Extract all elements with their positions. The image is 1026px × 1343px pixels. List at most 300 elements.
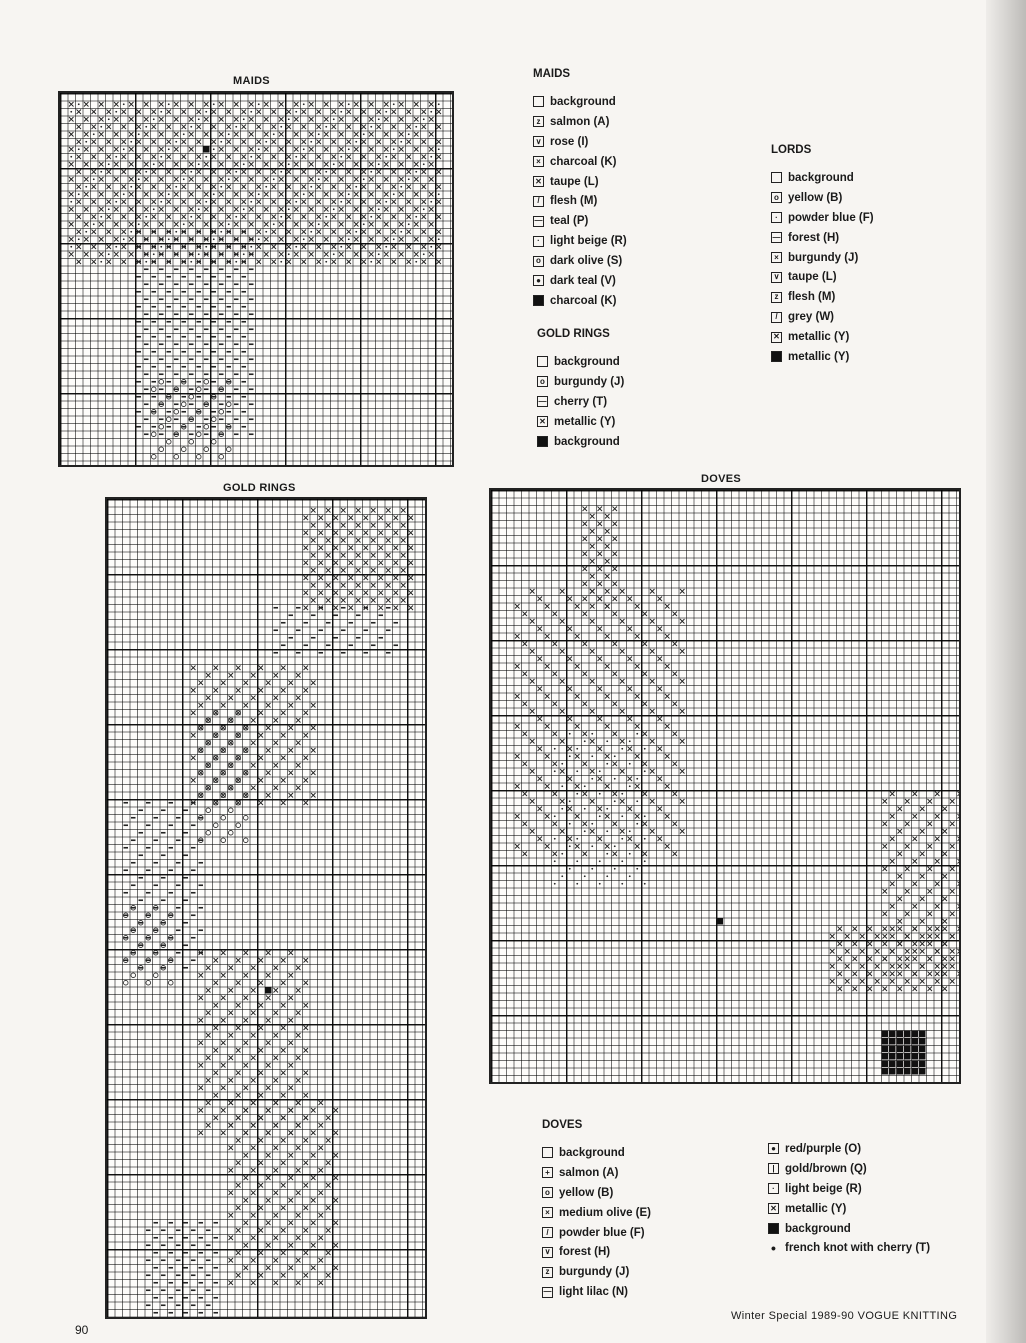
stitch-mark (199, 1222, 204, 1224)
stitch-mark (249, 268, 254, 270)
stitch-mark (394, 644, 399, 646)
stitch-mark (274, 1146, 279, 1151)
stitch-mark (100, 148, 102, 150)
stitch-mark (355, 163, 357, 165)
stitch-mark (153, 118, 155, 120)
stitch-mark (85, 208, 87, 210)
stitch-mark (437, 110, 442, 115)
stitch-mark (146, 1304, 151, 1306)
stitch-mark (898, 852, 903, 857)
stitch-mark (553, 762, 558, 767)
stitch-mark (227, 261, 232, 263)
stitch-mark (159, 192, 164, 197)
stitch-mark (304, 733, 309, 738)
stitch-mark (319, 546, 324, 551)
stitch-mark (658, 627, 663, 632)
stitch-mark (636, 733, 638, 735)
stitch-mark (568, 597, 573, 602)
stitch-mark (244, 996, 249, 1001)
stitch-mark (898, 972, 903, 977)
stitch-mark (204, 207, 209, 212)
stitch-mark (159, 162, 164, 167)
stitch-mark (311, 1108, 316, 1113)
stitch-mark (311, 748, 316, 753)
stitch-mark (289, 703, 294, 708)
stitch-mark (214, 1003, 219, 1008)
stitch-mark (227, 125, 232, 130)
stitch-mark (890, 859, 895, 864)
stitch-mark (137, 246, 142, 248)
solid-square-symbol (537, 436, 548, 447)
stitch-mark (266, 1086, 271, 1091)
stitch-mark (614, 845, 616, 847)
stitch-mark (310, 141, 312, 143)
stitch-mark (234, 313, 239, 315)
stitch-mark (144, 268, 149, 270)
stitch-mark (159, 418, 164, 420)
stitch-mark (409, 546, 414, 551)
stitch-mark (131, 907, 136, 909)
stitch-mark (266, 1221, 271, 1226)
stitch-mark (161, 832, 166, 834)
stitch-mark (168, 238, 170, 240)
stitch-mark (620, 739, 625, 744)
stitch-mark (191, 1304, 196, 1306)
stitch-mark (912, 1068, 919, 1075)
stitch-mark (212, 276, 217, 278)
stitch-mark (288, 186, 290, 188)
stitch-mark (243, 815, 248, 820)
stitch-mark (576, 748, 578, 750)
stitch-mark (189, 298, 194, 300)
stitch-mark (341, 607, 346, 609)
stitch-mark (130, 253, 132, 255)
stitch-mark (650, 799, 655, 804)
stitch-mark (530, 649, 535, 654)
stitch-mark (400, 253, 402, 255)
stitch-mark (605, 844, 610, 849)
stitch-mark (124, 802, 129, 804)
stitch-mark (650, 829, 655, 834)
legend-symbol: / (771, 312, 782, 323)
stitch-mark (680, 619, 685, 624)
stitch-mark (311, 771, 316, 776)
stitch-mark (264, 102, 269, 107)
stitch-mark (289, 771, 294, 776)
stitch-mark (219, 298, 224, 300)
stitch-mark (830, 964, 835, 969)
stitch-mark (430, 223, 432, 225)
stitch-mark (244, 703, 249, 708)
stitch-mark (928, 889, 933, 894)
doves-chart-symbols (491, 490, 959, 1082)
stitch-mark (919, 1053, 926, 1060)
stitch-mark (161, 1289, 166, 1291)
stitch-mark (197, 411, 202, 413)
stitch-mark (227, 411, 232, 413)
stitch-mark (279, 207, 284, 212)
stitch-mark (137, 140, 142, 145)
stitch-mark (167, 411, 172, 413)
stitch-mark (545, 664, 550, 669)
stitch-mark (958, 859, 960, 864)
stitch-mark (583, 672, 588, 677)
legend-label: dark olive (S) (550, 255, 623, 268)
stitch-mark (114, 192, 119, 197)
stitch-mark (430, 133, 432, 135)
stitch-mark (905, 912, 910, 917)
stitch-mark (204, 403, 209, 405)
stitch-mark (169, 892, 174, 894)
stitch-mark (131, 884, 136, 886)
stitch-mark (673, 612, 678, 617)
stitch-mark (152, 336, 157, 338)
stitch-mark (386, 553, 391, 558)
stitch-mark (386, 568, 391, 573)
stitch-mark (137, 185, 142, 190)
stitch-mark (273, 133, 275, 135)
stitch-mark (370, 171, 372, 173)
stitch-mark (190, 261, 192, 263)
stitch-mark (326, 1228, 331, 1233)
stitch-mark (139, 854, 144, 856)
stitch-mark (198, 186, 200, 188)
stitch-mark (266, 703, 271, 708)
stitch-mark (124, 824, 129, 826)
stitch-mark (317, 230, 322, 235)
stitch-mark (123, 238, 125, 240)
stitch-mark (356, 553, 361, 558)
stitch-mark (274, 1033, 279, 1038)
stitch-mark (296, 763, 301, 768)
stitch-mark (437, 185, 442, 190)
stitch-mark (204, 343, 209, 345)
stitch-mark (628, 627, 633, 632)
stitch-mark (199, 862, 204, 864)
stitch-mark (377, 125, 382, 130)
stitch-mark (620, 709, 625, 714)
stitch-mark (613, 672, 618, 677)
stitch-mark (650, 589, 655, 594)
stitch-mark (279, 252, 284, 257)
stitch-mark (234, 418, 239, 420)
stitch-mark (438, 193, 440, 195)
stitch-mark (152, 291, 157, 293)
stitch-mark (100, 216, 102, 218)
stitch-mark (220, 186, 222, 188)
stitch-mark (272, 215, 277, 220)
stitch-mark (144, 117, 149, 122)
stitch-mark (680, 649, 685, 654)
stitch-mark (304, 688, 309, 693)
stitch-mark (137, 215, 142, 220)
legend-label: background (785, 1222, 851, 1235)
stitch-mark (206, 1011, 211, 1016)
stitch-mark (295, 156, 297, 158)
legend-label: cherry (T) (554, 395, 608, 408)
stitch-mark (920, 964, 925, 969)
legend-symbol: / (542, 1227, 553, 1238)
stitch-mark (189, 433, 194, 435)
stitch-mark (408, 201, 410, 203)
stitch-mark (935, 972, 940, 977)
stitch-mark (355, 231, 357, 233)
stitch-mark (334, 1131, 339, 1136)
stitch-mark (189, 177, 194, 182)
stitch-mark (219, 102, 224, 107)
stitch-mark (159, 268, 164, 270)
stitch-mark (107, 170, 112, 175)
stitch-mark (159, 117, 164, 122)
legend-label: background (554, 435, 620, 448)
stitch-mark (296, 652, 301, 654)
stitch-mark (131, 929, 136, 931)
stitch-mark (264, 237, 269, 242)
stitch-mark (214, 1297, 219, 1299)
stitch-mark (340, 133, 342, 135)
stitch-mark (159, 238, 164, 240)
doves-legend-list (542, 1143, 651, 1302)
stitch-mark (613, 507, 618, 512)
stitch-mark (219, 253, 224, 255)
stitch-mark (242, 231, 247, 233)
stitch-mark (515, 784, 520, 789)
stitch-mark (635, 694, 640, 699)
stitch-mark (265, 987, 272, 994)
stitch-mark (377, 155, 382, 160)
stitch-mark (658, 597, 663, 602)
stitch-mark (251, 1056, 256, 1061)
stitch-mark (212, 155, 217, 160)
stitch-mark (100, 171, 102, 173)
stitch-mark (334, 1108, 339, 1113)
stitch-mark (429, 147, 434, 152)
stitch-mark (348, 171, 350, 173)
stitch-mark (152, 155, 157, 160)
legend-label: light beige (R) (550, 235, 627, 248)
stitch-mark (234, 117, 239, 122)
stitch-mark (250, 246, 252, 248)
stitch-mark (334, 546, 339, 551)
stitch-mark (259, 1228, 264, 1233)
stitch-mark (341, 523, 346, 528)
stitch-mark (898, 964, 903, 969)
stitch-mark (629, 853, 631, 855)
stitch-mark (160, 178, 162, 180)
stitch-mark (219, 192, 224, 197)
stitch-mark (129, 192, 134, 197)
stitch-mark (370, 216, 372, 218)
stitch-mark (289, 614, 294, 616)
stitch-mark (935, 882, 940, 887)
stitch-mark (897, 1046, 904, 1053)
stitch-mark (281, 1161, 286, 1166)
stitch-mark (332, 200, 337, 205)
legend-symbol (771, 172, 782, 183)
stitch-mark (84, 177, 89, 182)
stitch-mark (384, 237, 389, 242)
stitch-mark (304, 1116, 309, 1121)
stitch-mark (151, 432, 156, 437)
stitch-mark (191, 1229, 196, 1231)
stitch-mark (124, 959, 129, 961)
stitch-mark (289, 951, 294, 956)
stitch-mark (302, 245, 307, 250)
stitch-mark (159, 102, 164, 107)
stitch-mark (394, 606, 399, 611)
stitch-mark (919, 1068, 926, 1075)
stitch-mark (159, 358, 164, 360)
stitch-mark (99, 252, 104, 257)
legend-symbol: — (534, 216, 543, 226)
stitch-mark (400, 231, 402, 233)
stitch-mark (198, 118, 200, 120)
stitch-mark (274, 1056, 279, 1061)
stitch-mark (935, 979, 940, 984)
stitch-mark (920, 852, 925, 857)
stitch-mark (591, 845, 593, 847)
stitch-mark (85, 253, 87, 255)
stitch-mark (279, 117, 284, 122)
stitch-mark (370, 126, 372, 128)
stitch-mark (92, 125, 97, 130)
stitch-mark (274, 763, 279, 768)
stitch-mark (883, 927, 888, 932)
stitch-mark (913, 927, 918, 932)
stitch-mark (181, 402, 186, 407)
stitch-mark (144, 238, 149, 240)
stitch-mark (227, 396, 232, 398)
stitch-mark (324, 252, 329, 257)
stitch-mark (159, 424, 164, 429)
stitch-mark (139, 809, 144, 811)
stitch-mark (599, 748, 601, 750)
stitch-mark (281, 1116, 286, 1121)
stitch-mark (296, 718, 301, 723)
stitch-mark (129, 147, 134, 152)
stitch-mark (191, 733, 196, 738)
stitch-mark (152, 321, 157, 323)
stitch-mark (229, 673, 234, 678)
stitch-mark (160, 111, 162, 113)
stitch-mark (184, 967, 189, 969)
stitch-mark (199, 839, 204, 841)
stitch-mark (897, 1068, 904, 1075)
stitch-mark (384, 162, 389, 167)
stitch-mark (386, 607, 391, 609)
stitch-mark (326, 553, 331, 558)
stitch-mark (123, 148, 125, 150)
stitch-mark (919, 1061, 926, 1068)
stitch-mark (129, 177, 134, 182)
stitch-mark (107, 155, 112, 160)
stitch-mark (378, 163, 380, 165)
stitch-mark (107, 215, 112, 220)
stitch-mark (889, 1046, 896, 1053)
stitch-mark (394, 561, 399, 566)
stitch-mark (943, 919, 948, 924)
stitch-mark (883, 972, 888, 977)
stitch-mark (568, 747, 573, 752)
stitch-mark (883, 844, 888, 849)
stitch-mark (317, 170, 322, 175)
stitch-mark (258, 171, 260, 173)
stitch-mark (913, 859, 918, 864)
stitch-mark (332, 155, 337, 160)
stitch-mark (830, 979, 835, 984)
stitch-mark (212, 140, 217, 145)
stitch-mark (599, 770, 601, 772)
stitch-mark (206, 808, 211, 813)
stitch-mark (422, 200, 427, 205)
stitch-mark (356, 523, 361, 528)
stitch-mark (415, 126, 417, 128)
legend-item (542, 1163, 651, 1183)
stitch-mark (191, 824, 196, 826)
stitch-mark (199, 1108, 204, 1113)
stitch-mark (538, 807, 543, 812)
stitch-mark (309, 192, 314, 197)
stitch-mark (393, 261, 395, 263)
stitch-mark (108, 208, 110, 210)
stitch-mark (680, 589, 685, 594)
stitch-mark (400, 163, 402, 165)
stitch-mark (152, 396, 157, 398)
stitch-mark (281, 1228, 286, 1233)
stitch-mark (279, 162, 284, 167)
stitch-mark (341, 568, 346, 573)
stitch-mark (928, 844, 933, 849)
legend-symbol: z (533, 116, 544, 127)
stitch-mark (386, 523, 391, 528)
gold-rings-legend-list (537, 352, 624, 451)
stitch-mark (251, 1033, 256, 1038)
stitch-mark (235, 148, 237, 150)
stitch-mark (665, 814, 670, 819)
stitch-mark (289, 1131, 294, 1136)
stitch-mark (144, 373, 149, 375)
stitch-mark (99, 207, 104, 212)
stitch-mark (175, 141, 177, 143)
solid-square-symbol (768, 1223, 779, 1234)
stitch-mark (189, 439, 194, 444)
stitch-mark (265, 208, 267, 210)
stitch-mark (289, 1176, 294, 1181)
stitch-mark (228, 830, 233, 835)
stitch-mark (174, 222, 179, 227)
stitch-mark (214, 1252, 219, 1254)
stitch-mark (569, 845, 571, 847)
stitch-mark (958, 837, 960, 842)
stitch-mark (590, 604, 595, 609)
stitch-mark (169, 1252, 174, 1254)
stitch-mark (234, 132, 239, 137)
stitch-mark (294, 252, 299, 257)
stitch-mark (183, 133, 185, 135)
stitch-mark (122, 155, 127, 160)
stitch-mark (523, 642, 528, 647)
stitch-mark (204, 238, 209, 240)
stitch-mark (591, 800, 593, 802)
stitch-mark (219, 147, 224, 152)
stitch-mark (100, 126, 102, 128)
stitch-mark (530, 619, 535, 624)
stitch-mark (928, 934, 933, 939)
stitch-mark (364, 546, 369, 551)
stitch-mark (159, 313, 164, 315)
stitch-mark (204, 117, 209, 122)
legend-symbol: ∨ (533, 136, 544, 147)
